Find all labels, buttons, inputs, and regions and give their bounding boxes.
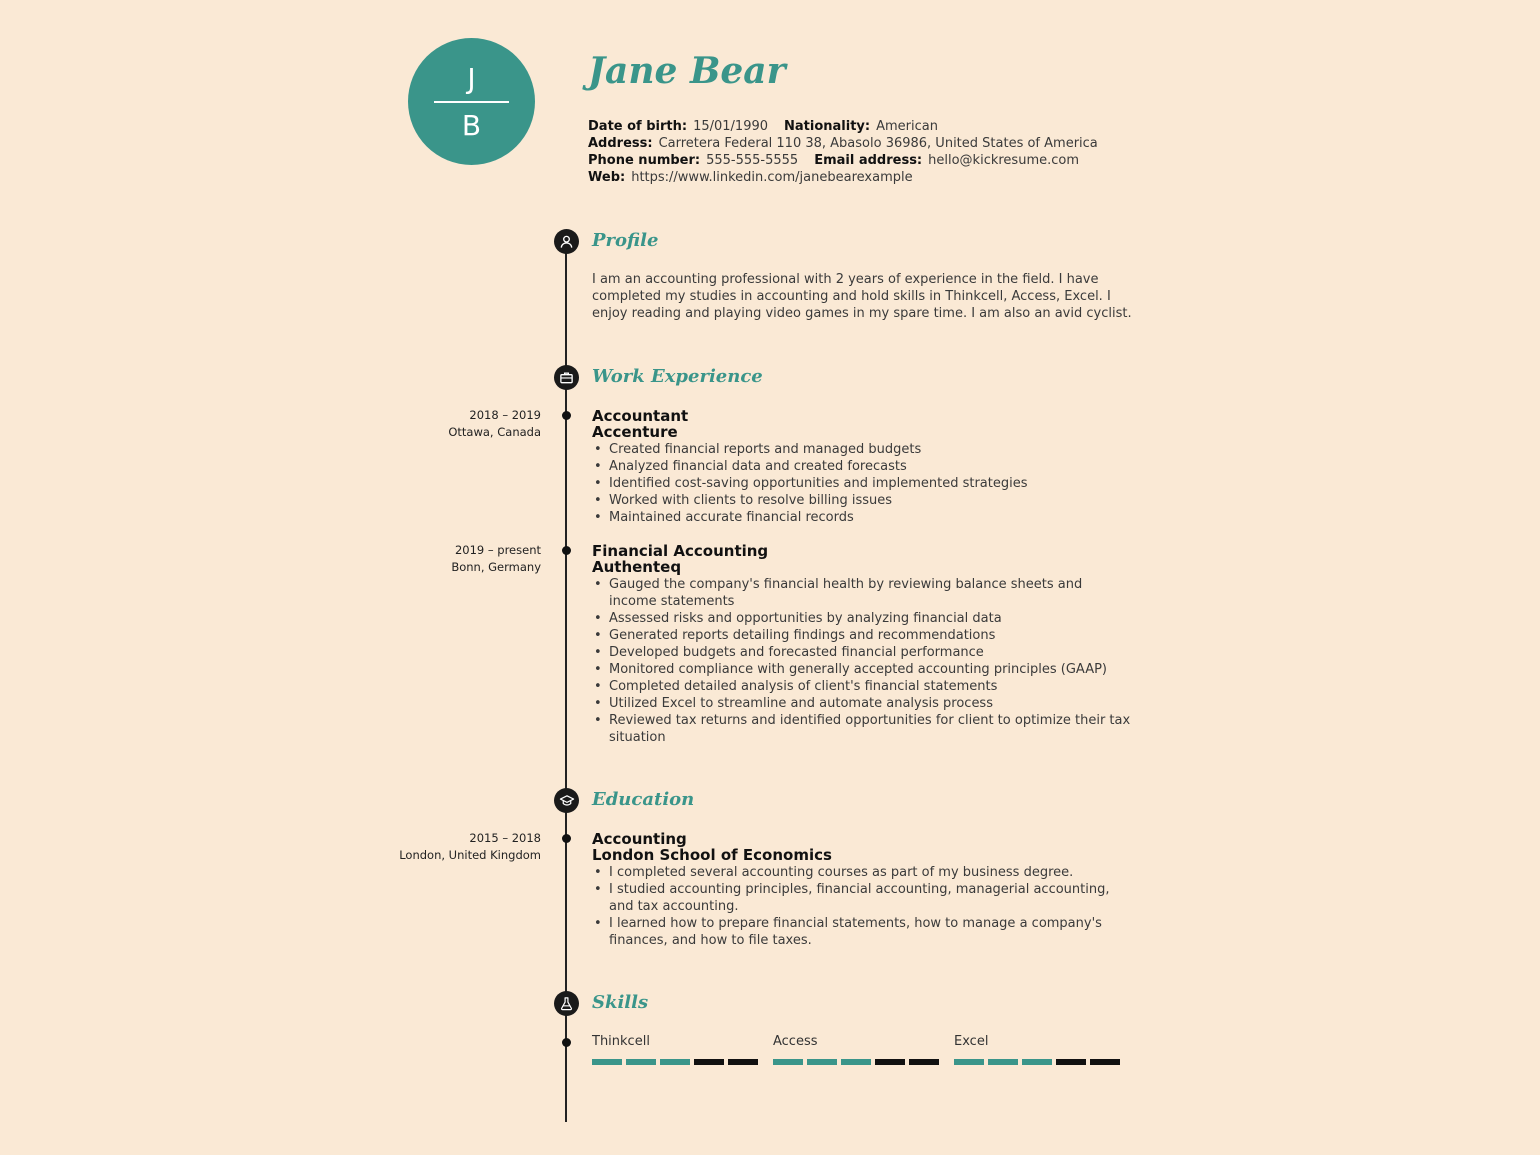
timeline-dot <box>562 1038 571 1047</box>
address-label: Address: <box>588 136 653 151</box>
timeline-dot <box>562 546 571 555</box>
job-dates: 2018 – 2019 <box>469 408 541 422</box>
skill-segment-filled <box>954 1059 984 1065</box>
education-school: London School of Economics <box>592 846 832 864</box>
skill-segment-empty <box>694 1059 724 1065</box>
contact-line-4 <box>588 169 913 186</box>
initial-last: B <box>461 109 482 142</box>
job-location: Ottawa, Canada <box>448 425 541 439</box>
job-position: Accountant <box>592 407 689 425</box>
list-item: • Reviewed tax returns and identified opportunities for client to optimize their tax situation <box>609 712 1132 746</box>
web-link[interactable]: https://www.linkedin.com/janebearexample <box>631 170 913 185</box>
person-icon <box>554 229 579 254</box>
list-item: • I learned how to prepare financial statements, how to manage a company's finances, and how to file taxes. <box>609 915 1132 949</box>
skill-segment-empty <box>875 1059 905 1065</box>
section-title-skills: Skills <box>592 992 649 1013</box>
skill-item <box>954 1033 1124 1065</box>
initial-first: J <box>467 62 476 95</box>
education-entry <box>592 831 1132 949</box>
skill-segment-filled <box>988 1059 1018 1065</box>
list-item: • Identified cost-saving opportunities and implemented strategies <box>609 475 1132 492</box>
education-bullets <box>592 864 1132 949</box>
graduation-cap-icon <box>554 788 579 813</box>
list-item: • Gauged the company's financial health by reviewing balance sheets and income statements <box>609 576 1132 610</box>
job-bullets <box>592 576 1132 746</box>
email-label: Email address: <box>814 153 923 168</box>
skill-segment-filled <box>773 1059 803 1065</box>
contact-line-2 <box>588 135 1098 152</box>
flask-icon <box>554 991 579 1016</box>
list-item: • Assessed risks and opportunities by analyzing financial data <box>609 610 1132 627</box>
nationality-label: Nationality: <box>784 119 871 134</box>
skill-name: Access <box>773 1034 818 1049</box>
skill-segment-empty <box>1090 1059 1120 1065</box>
education-meta <box>399 830 541 864</box>
job-position: Financial Accounting <box>592 542 769 560</box>
list-item: • Worked with clients to resolve billing issues <box>609 492 1132 509</box>
list-item: • Generated reports detailing findings and recommendations <box>609 627 1132 644</box>
job-meta <box>448 407 541 441</box>
phone-value: 555-555-5555 <box>706 153 799 168</box>
skill-segment-filled <box>841 1059 871 1065</box>
monogram-divider <box>434 101 509 103</box>
contact-line-1 <box>588 118 938 135</box>
timeline-dot <box>562 834 571 843</box>
email-value[interactable]: hello@kickresume.com <box>928 153 1079 168</box>
skill-segment-empty <box>728 1059 758 1065</box>
list-item: • Completed detailed analysis of client's financial statements <box>609 678 1132 695</box>
job-meta <box>451 542 541 576</box>
list-item: • Utilized Excel to streamline and automate analysis process <box>609 695 1132 712</box>
job-company: Authenteq <box>592 558 682 576</box>
job-entry <box>592 408 1132 526</box>
skill-segment-empty <box>909 1059 939 1065</box>
skill-segment-filled <box>626 1059 656 1065</box>
dob-label: Date of birth: <box>588 119 688 134</box>
section-title-work: Work Experience <box>592 366 763 387</box>
skill-segment-filled <box>592 1059 622 1065</box>
timeline-dot <box>562 411 571 420</box>
skill-segment-filled <box>660 1059 690 1065</box>
phone-label: Phone number: <box>588 153 701 168</box>
skill-segment-empty <box>1056 1059 1086 1065</box>
skill-name: Thinkcell <box>592 1034 650 1049</box>
skill-level-bar <box>954 1059 1124 1065</box>
education-location: London, United Kingdom <box>399 848 541 862</box>
job-entry <box>592 543 1132 746</box>
skill-segment-filled <box>807 1059 837 1065</box>
list-item: • I completed several accounting courses as part of my business degree. <box>609 864 1132 881</box>
nationality-value: American <box>876 119 938 134</box>
job-location: Bonn, Germany <box>451 560 541 574</box>
section-title-profile: Profile <box>592 230 659 251</box>
full-name: Jane Bear <box>588 50 786 92</box>
list-item: • Developed budgets and forecasted financial performance <box>609 644 1132 661</box>
skill-level-bar <box>592 1059 762 1065</box>
list-item: • Monitored compliance with generally accepted accounting principles (GAAP) <box>609 661 1132 678</box>
list-item: • I studied accounting principles, financial accounting, managerial accounting, and tax accounting. <box>609 881 1132 915</box>
job-company: Accenture <box>592 423 678 441</box>
list-item: • Analyzed financial data and created forecasts <box>609 458 1132 475</box>
briefcase-icon <box>554 365 579 390</box>
skill-item <box>592 1033 762 1065</box>
web-label: Web: <box>588 170 626 185</box>
education-dates: 2015 – 2018 <box>469 831 541 845</box>
profile-text: I am an accounting professional with 2 years of experience in the field. I have completed my studies in accounting and hold skills in Thinkcell, Access, Excel. I enjoy reading and playing video games in my spare time. I am also an avid cyclist. <box>592 272 1132 321</box>
section-title-education: Education <box>592 789 695 810</box>
skill-item <box>773 1033 943 1065</box>
list-item: • Created financial reports and managed budgets <box>609 441 1132 458</box>
address-value: Carretera Federal 110 38, Abasolo 36986, United States of America <box>658 136 1098 151</box>
job-bullets <box>592 441 1132 526</box>
education-degree: Accounting <box>592 830 687 848</box>
skill-name: Excel <box>954 1034 989 1049</box>
skill-level-bar <box>773 1059 943 1065</box>
list-item: • Maintained accurate financial records <box>609 509 1132 526</box>
monogram-avatar <box>408 38 535 165</box>
dob-value: 15/01/1990 <box>693 119 769 134</box>
job-dates: 2019 – present <box>454 543 541 557</box>
skill-segment-filled <box>1022 1059 1052 1065</box>
contact-line-3 <box>588 152 1079 169</box>
